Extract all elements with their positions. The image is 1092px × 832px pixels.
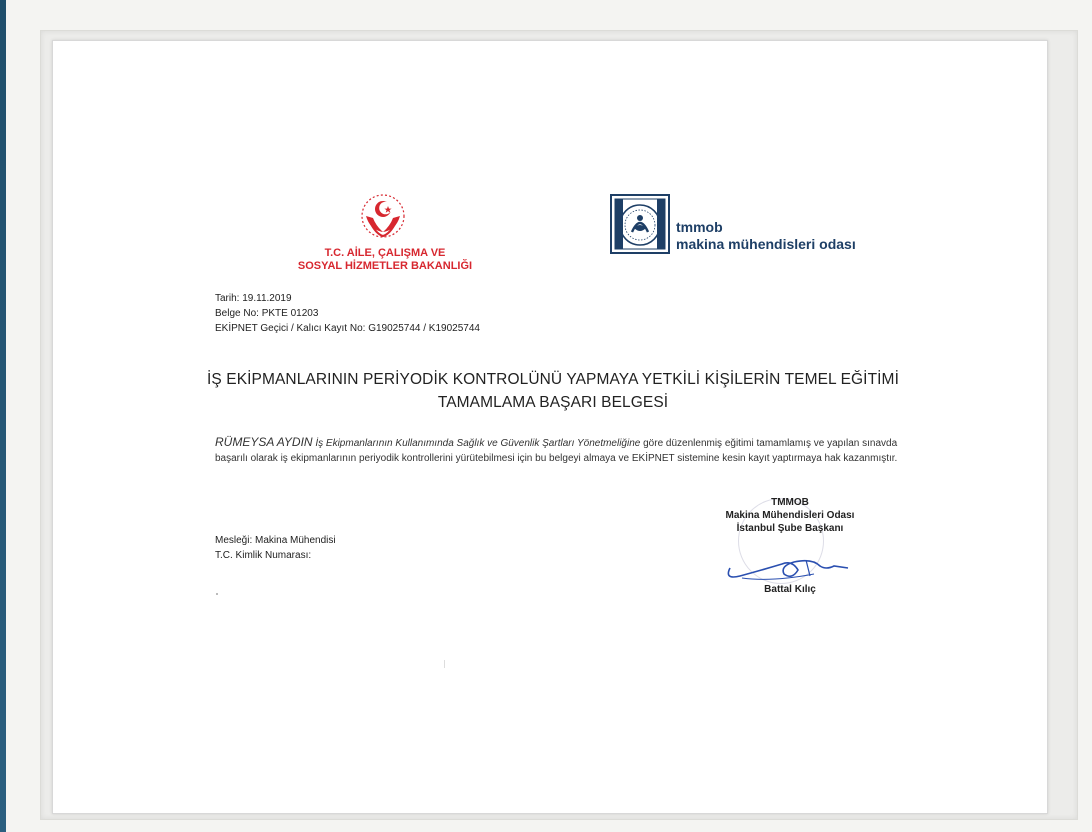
certificate-paper <box>52 40 1048 814</box>
signer-block <box>700 496 880 535</box>
document-meta <box>215 291 480 336</box>
tmmob-wordmark <box>676 219 856 253</box>
ministry-name-line1: T.C. AİLE, ÇALIŞMA VE <box>324 247 446 259</box>
tmmob-wordmark-line2: makina mühendisleri odası <box>676 236 856 252</box>
certificate-title <box>150 368 956 414</box>
certificate-title-line1: İŞ EKİPMANLARININ PERİYODİK KONTROLÜNÜ YAPMAYA YETKİLİ KİŞİLERİN TEMEL EĞİTİMİ <box>207 371 899 388</box>
ministry-emblem-icon <box>356 192 410 244</box>
signer-name: Battal Kılıç <box>764 584 816 595</box>
document-date: Tarih: 19.11.2019 <box>215 293 292 304</box>
certificate-body <box>215 435 915 466</box>
ministry-name <box>290 247 480 273</box>
holder-id-number-label: T.C. Kimlik Numarası: <box>215 550 312 561</box>
registration-number: EKİPNET Geçici / Kalıcı Kayıt No: G19025744 / K19025744 <box>215 323 480 334</box>
certificate-title-line2: TAMAMLAMA BAŞARI BELGESİ <box>437 394 669 411</box>
handwritten-signature <box>722 540 852 588</box>
regulation-reference: İş Ekipmanlarının Kullanımında Sağlık ve Güvenlik Şartları Yönetmeliğine <box>315 438 641 449</box>
paper-speck <box>444 660 445 668</box>
left-edge-strip <box>0 0 6 832</box>
signer-chamber: Makina Mühendisleri Odası <box>725 510 855 521</box>
document-number: Belge No: PKTE 01203 <box>215 308 319 319</box>
signer-branch: İstanbul Şube Başkanı <box>736 523 844 534</box>
holder-name: RÜMEYSA AYDIN <box>215 435 313 449</box>
tmmob-emblem-icon <box>610 194 670 254</box>
ministry-name-line2: SOSYAL HİZMETLER BAKANLIĞI <box>297 260 473 272</box>
body-text-part3: kayıt yaptırmaya hak kazanmıştır. <box>748 453 898 464</box>
body-text-part1: göre düzenlenmiş eğitimi tamamlamış ve <box>640 438 825 449</box>
tmmob-wordmark-line1: tmmob <box>676 219 723 235</box>
holder-profession: Mesleği: Makina Mühendisi <box>215 535 336 546</box>
paper-speck <box>216 593 218 595</box>
signer-org: TMMOB <box>771 497 809 508</box>
body-text-part2: yapılan sınavda başarılı olarak iş ekipmanlarının periyodik kontrollerini yürütebilmesi için bu belgeyi almaya ve EKİPNET sistemine kesin <box>215 438 898 464</box>
holder-info <box>215 533 336 563</box>
